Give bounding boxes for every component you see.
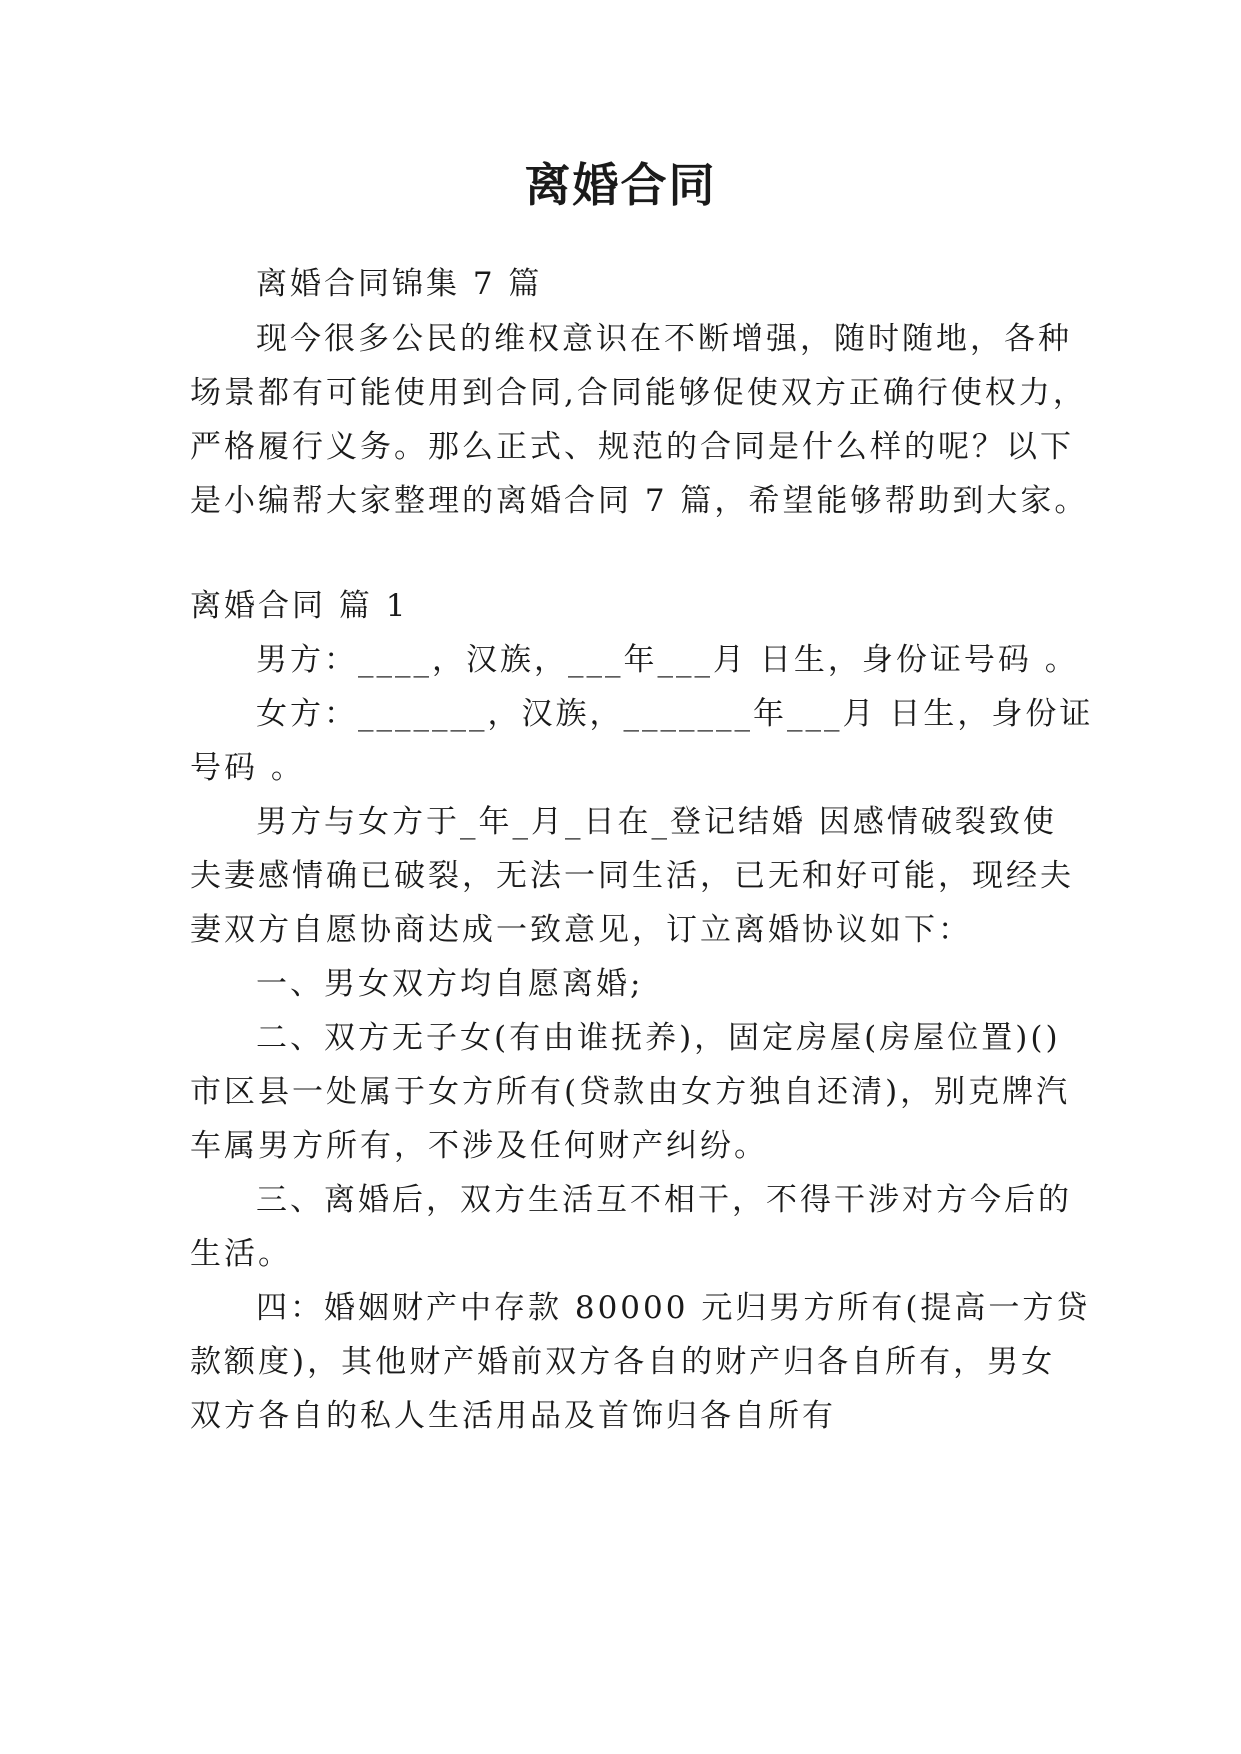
intro-line: 是小编帮大家整理的离婚合同 7 篇，希望能够帮助到大家。 <box>190 483 1089 519</box>
body-line: 女方：_______，汉族，_______年___月 日生，身份证 <box>256 696 1094 732</box>
intro-line: 现今很多公民的维权意识在不断增强，随时随地，各种 <box>256 321 1072 357</box>
clause-line: 一、男女双方均自愿离婚; <box>256 966 644 1002</box>
body-line: 男方：____，汉族，___年___月 日生，身份证号码 。 <box>256 642 1079 678</box>
clause-line: 款额度)，其他财产婚前双方各自的财产归各自所有，男女 <box>190 1344 1056 1380</box>
clause-line: 双方各自的私人生活用品及首饰归各自所有 <box>190 1398 836 1434</box>
clause-line: 车属男方所有，不涉及任何财产纠纷。 <box>190 1128 768 1164</box>
clause-line: 生活。 <box>190 1236 292 1272</box>
body-line: 夫妻感情确已破裂，无法一同生活，已无和好可能，现经夫 <box>190 858 1074 894</box>
clause-line: 市区县一处属于女方所有(贷款由女方独自还清)，别克牌汽 <box>190 1074 1071 1110</box>
section-heading: 离婚合同 篇 1 <box>190 588 409 624</box>
intro-line: 场景都有可能使用到合同,合同能够促使双方正确行使权力， <box>190 375 1087 411</box>
intro-line: 严格履行义务。那么正式、规范的合同是什么样的呢？以下 <box>190 429 1074 465</box>
clause-line: 四：婚姻财产中存款 80000 元归男方所有(提高一方贷 <box>256 1290 1091 1326</box>
clause-line: 二、双方无子女(有由谁抚养)，固定房屋(房屋位置)() <box>256 1020 1061 1056</box>
body-line: 号码 。 <box>190 750 305 786</box>
subtitle-line: 离婚合同锦集 7 篇 <box>256 266 543 302</box>
clause-line: 三、离婚后，双方生活互不相干，不得干涉对方今后的 <box>256 1182 1072 1218</box>
document-title: 离婚合同 <box>524 158 717 212</box>
body-line: 男方与女方于_年_月_日在_登记结婚 因感情破裂致使 <box>256 804 1057 840</box>
body-line: 妻双方自愿协商达成一致意见，订立离婚协议如下： <box>190 912 972 948</box>
